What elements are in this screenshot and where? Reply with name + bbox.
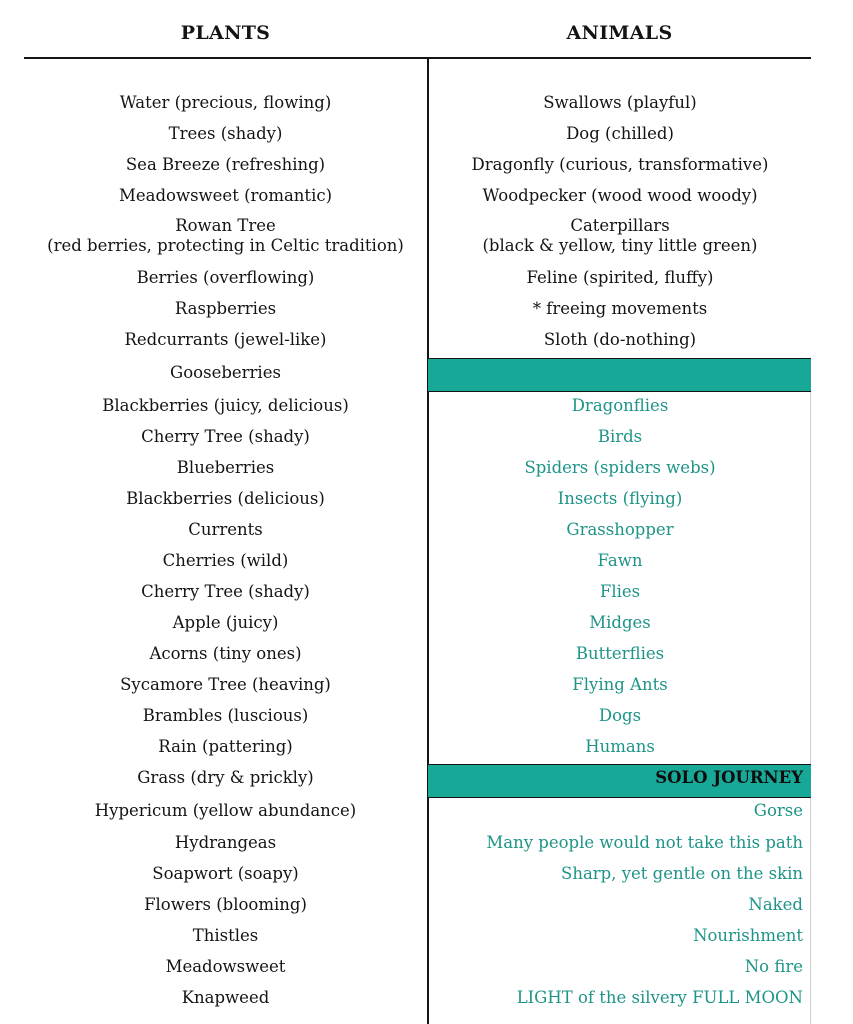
section-band bbox=[428, 358, 811, 392]
animals-header: ANIMALS bbox=[566, 22, 673, 44]
plant-item: Hypericum (yellow abundance) bbox=[94, 801, 357, 820]
plant-item: Berries (overflowing) bbox=[136, 268, 315, 287]
plant-item: Thistles bbox=[192, 926, 259, 945]
plant-item: Water (precious, flowing) bbox=[119, 93, 332, 112]
plant-item: Sycamore Tree (heaving) bbox=[120, 675, 331, 694]
animal-item: Dog (chilled) bbox=[566, 124, 674, 143]
plant-item: Gooseberries bbox=[170, 363, 281, 382]
plant-item: Raspberries bbox=[174, 299, 277, 318]
animal-item: Flying Ants bbox=[572, 675, 668, 694]
animal-item: Sloth (do-nothing) bbox=[543, 330, 697, 349]
plant-item: Grass (dry & prickly) bbox=[137, 768, 314, 787]
solo-journey-item: Many people would not take this path bbox=[486, 833, 803, 852]
animal-item: Dogs bbox=[598, 706, 642, 725]
animal-item: Grasshopper bbox=[566, 520, 674, 539]
animal-item: Woodpecker (wood wood woody) bbox=[482, 186, 758, 205]
animal-item: Midges bbox=[589, 613, 651, 632]
header-divider bbox=[24, 57, 811, 59]
plant-item: Redcurrants (jewel-like) bbox=[124, 330, 327, 349]
plant-item: Rowan Tree bbox=[175, 216, 276, 235]
animal-item: Butterflies bbox=[575, 644, 665, 663]
section-border bbox=[810, 798, 811, 1024]
plant-item: Sea Breeze (refreshing) bbox=[125, 155, 326, 174]
animal-item: Swallows (playful) bbox=[543, 93, 697, 112]
plant-item: Hydrangeas bbox=[174, 833, 277, 852]
plant-item: Apple (juicy) bbox=[172, 613, 279, 632]
animal-item: Birds bbox=[597, 427, 643, 446]
solo-journey-item: LIGHT of the silvery FULL MOON bbox=[516, 988, 803, 1007]
plant-item: Meadowsweet (romantic) bbox=[118, 186, 333, 205]
solo-journey-item: Gorse bbox=[753, 801, 803, 820]
solo-journey-item: Nourishment bbox=[693, 926, 803, 945]
plant-item-note: (red berries, protecting in Celtic tradition) bbox=[47, 236, 404, 255]
plant-item: Cherries (wild) bbox=[162, 551, 289, 570]
animal-item: Dragonflies bbox=[571, 396, 669, 415]
animal-item-note: (black & yellow, tiny little green) bbox=[482, 236, 758, 255]
plant-item: Brambles (luscious) bbox=[142, 706, 309, 725]
plant-item: Trees (shady) bbox=[168, 124, 283, 143]
solo-journey-item: Naked bbox=[748, 895, 803, 914]
plant-item: Flowers (blooming) bbox=[144, 895, 307, 914]
plant-item: Acorns (tiny ones) bbox=[149, 644, 302, 663]
animal-item: Spiders (spiders webs) bbox=[524, 458, 716, 477]
animal-item: Insects (flying) bbox=[557, 489, 683, 508]
solo-journey-band bbox=[428, 764, 811, 798]
plant-item: Rain (pattering) bbox=[158, 737, 293, 756]
animal-item: Humans bbox=[585, 737, 655, 756]
animal-item: Flies bbox=[599, 582, 641, 601]
solo-journey-item: Sharp, yet gentle on the skin bbox=[561, 864, 803, 883]
solo-journey-item: No fire bbox=[744, 957, 803, 976]
animal-item: * freeing movements bbox=[532, 299, 708, 318]
plant-item: Meadowsweet bbox=[165, 957, 286, 976]
plant-item: Soapwort (soapy) bbox=[152, 864, 299, 883]
plant-item: Blackberries (juicy, delicious) bbox=[102, 396, 349, 415]
plant-item: Cherry Tree (shady) bbox=[141, 582, 310, 601]
animal-item: Caterpillars bbox=[570, 216, 670, 235]
plant-item: Blueberries bbox=[176, 458, 275, 477]
animal-item: Fawn bbox=[597, 551, 643, 570]
solo-journey-label: SOLO JOURNEY bbox=[655, 768, 803, 787]
plants-header: PLANTS bbox=[180, 22, 271, 44]
plant-item: Knapweed bbox=[181, 988, 270, 1007]
animal-item: Feline (spirited, fluffy) bbox=[526, 268, 714, 287]
plant-item: Cherry Tree (shady) bbox=[141, 427, 310, 446]
animal-item: Dragonfly (curious, transformative) bbox=[471, 155, 769, 174]
plant-item: Currents bbox=[188, 520, 263, 539]
plant-item: Blackberries (delicious) bbox=[126, 489, 325, 508]
